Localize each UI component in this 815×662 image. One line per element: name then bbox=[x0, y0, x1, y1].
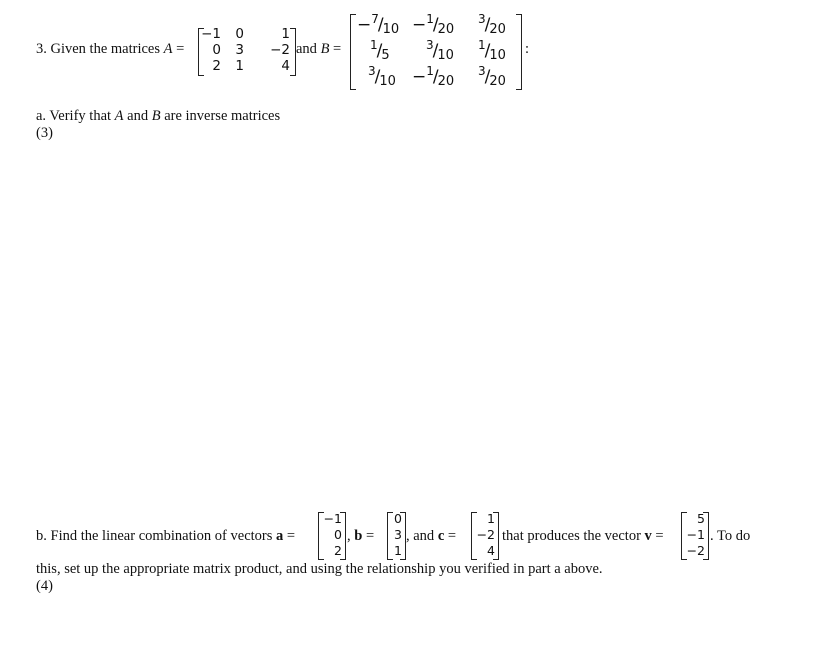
vec-b-label: b bbox=[354, 528, 363, 544]
matrix-b-entry: $^1/_5$ bbox=[370, 38, 390, 63]
vector-a-cell: 2 bbox=[334, 543, 342, 558]
vec-a-label: a bbox=[276, 528, 284, 544]
vector-v-cell: −2 bbox=[686, 543, 705, 558]
intro-prefix: 3. Given the matrices bbox=[36, 41, 161, 57]
vector-b bbox=[387, 512, 406, 560]
matrix-a-cell: 4 bbox=[281, 58, 290, 74]
vector-a bbox=[318, 512, 346, 560]
part-a-points: (3) bbox=[36, 125, 53, 141]
part-b-prompt-line2: this, set up the appropriate matrix product, and using the relationship you verified in part a above. bbox=[36, 561, 603, 577]
vector-v bbox=[681, 512, 709, 560]
matrix-a bbox=[198, 28, 296, 76]
vector-c-cell: 1 bbox=[487, 511, 495, 526]
vector-c-cell: −2 bbox=[476, 527, 495, 542]
vec-c-label-group: , and c = bbox=[406, 528, 457, 544]
matrix-b-entry: $-^7/_{10}$ bbox=[357, 12, 400, 37]
vector-b-cell: 1 bbox=[394, 543, 402, 558]
and-b-label bbox=[296, 41, 341, 58]
equals-sign: = bbox=[333, 41, 342, 57]
var-b: B bbox=[320, 41, 330, 57]
matrix-a-cell: 1 bbox=[281, 26, 290, 42]
part-b-to-do: . To do bbox=[710, 528, 751, 544]
vector-c-cell: 4 bbox=[487, 543, 495, 558]
matrix-b-entry: $^3/_{10}$ bbox=[368, 64, 396, 89]
matrix-b-entry: $-^1/_{20}$ bbox=[412, 12, 455, 37]
matrix-b-entry: $^1/_{10}$ bbox=[478, 38, 506, 63]
matrix-a-cell: 0 bbox=[212, 42, 221, 58]
problem-intro bbox=[36, 41, 184, 58]
part-b-points: (4) bbox=[36, 578, 53, 594]
part-a-prompt: a. Verify that A and B are inverse matrices bbox=[36, 108, 281, 124]
vec-v-label: v bbox=[644, 528, 652, 544]
vector-b-cell: 3 bbox=[394, 527, 402, 542]
matrix-b-entry: $^3/_{10}$ bbox=[426, 38, 454, 63]
colon: : bbox=[525, 41, 530, 57]
matrix-a-cell: −2 bbox=[270, 42, 290, 58]
vec-v-label-group: that produces the vector v = bbox=[502, 528, 664, 544]
matrix-a-cell: 3 bbox=[235, 42, 244, 58]
part-b-prompt-start: b. Find the linear combination of vectors a = bbox=[36, 528, 296, 544]
vec-b-label-group: , b = bbox=[347, 528, 375, 544]
vec-c-label: c bbox=[437, 528, 445, 544]
vector-a-cell: 0 bbox=[334, 527, 342, 542]
and-text: and bbox=[296, 41, 317, 57]
matrix-a-cell: −1 bbox=[201, 26, 221, 42]
vector-v-cell: 5 bbox=[697, 511, 705, 526]
matrix-b-entry: $^3/_{20}$ bbox=[478, 64, 506, 89]
matrix-b-entry: $^3/_{20}$ bbox=[478, 12, 506, 37]
matrix-b-left-bracket bbox=[350, 14, 356, 90]
matrix-a-cell: 0 bbox=[235, 26, 244, 42]
vector-b-cell: 0 bbox=[394, 511, 402, 526]
matrix-a-cell: 2 bbox=[212, 58, 221, 74]
equals-sign: = bbox=[176, 41, 185, 57]
matrix-a-cell: 1 bbox=[235, 58, 244, 74]
matrix-b-entry: $-^1/_{20}$ bbox=[412, 64, 455, 89]
vector-v-cell: −1 bbox=[686, 527, 705, 542]
vector-a-cell: −1 bbox=[323, 511, 342, 526]
matrix-b-right-bracket bbox=[516, 14, 522, 90]
matrix-b bbox=[350, 12, 522, 92]
var-a: A bbox=[163, 41, 173, 57]
vector-c bbox=[471, 512, 499, 560]
